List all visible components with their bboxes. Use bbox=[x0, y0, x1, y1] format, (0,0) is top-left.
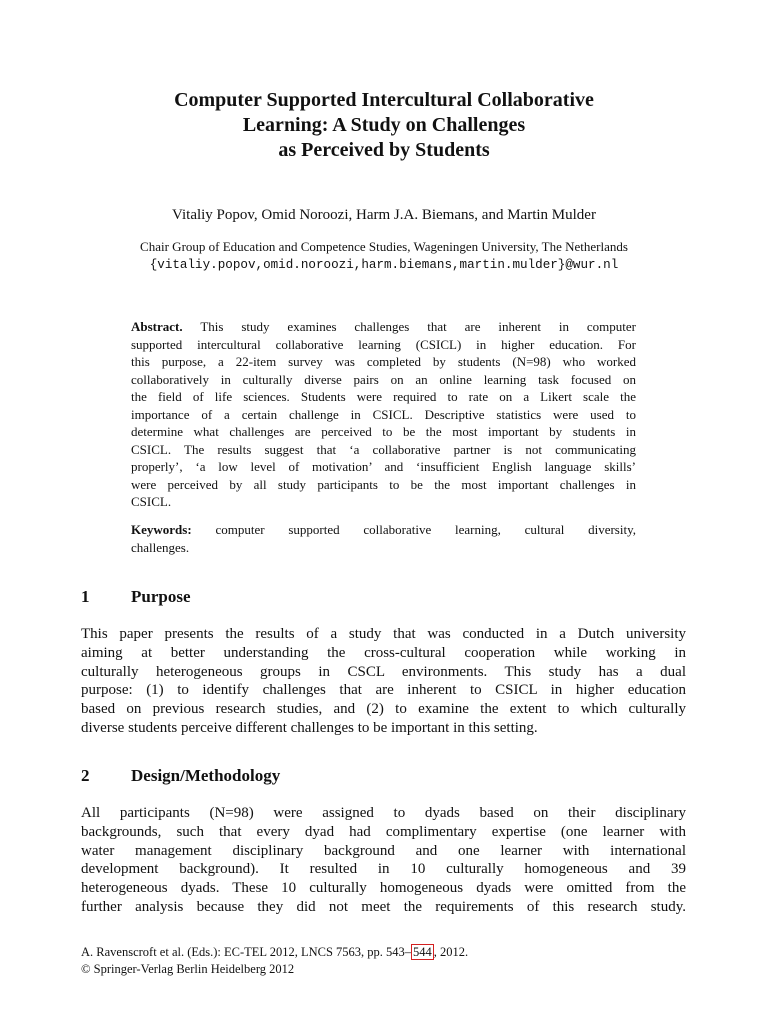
paragraph-line: This paper presents the results of a study that was conducted in a Dutch university bbox=[81, 626, 686, 642]
citation-line: A. Ravenscroft et al. (Eds.): EC-TEL 2012, LNCS 7563, pp. 543– 544 , 2012. bbox=[81, 945, 469, 959]
title-line-3: as Perceived by Students bbox=[278, 139, 490, 161]
title-line-1: Computer Supported Intercultural Collaborative bbox=[174, 89, 594, 111]
section-title: Design/Methodology bbox=[131, 766, 281, 785]
paragraph-line: water management disciplinary background and one learner with international bbox=[81, 842, 686, 859]
paragraph-line: heterogeneous dyads. These 10 culturally homogeneous dyads were omitted from the bbox=[81, 880, 686, 897]
page-footer bbox=[81, 944, 468, 978]
paragraph-line: diverse students perceive different challenges to be important in this setting. bbox=[81, 719, 538, 736]
abstract-line: the field of life sciences. Students were required to rate on a Likert scale the bbox=[131, 389, 636, 404]
author-list: Vitaliy Popov, Omid Noroozi, Harm J.A. Biemans, and Martin Mulder bbox=[172, 207, 596, 223]
abstract-line: importance of a certain challenge in CSICL. Descriptive statistics were used to bbox=[131, 406, 636, 422]
abstract-label: Abstract. bbox=[131, 319, 183, 334]
paper-title bbox=[0, 88, 768, 163]
section-number: 1 bbox=[81, 587, 90, 606]
keywords bbox=[131, 521, 636, 556]
paragraph-line: culturally heterogeneous groups in CSCL environments. This study has a dual bbox=[81, 663, 686, 680]
abstract-line: supported intercultural collaborative learning (CSICL) in higher education. For bbox=[131, 336, 636, 352]
keywords-text: computer supported collaborative learning, cultural diversity, bbox=[215, 522, 636, 537]
copyright-line: © Springer-Verlag Berlin Heidelberg 2012 bbox=[81, 962, 295, 976]
methodology-paragraph bbox=[81, 804, 686, 917]
section-heading-design-methodology bbox=[81, 765, 280, 787]
abstract-line: properly’, ‘a low level of motivation’ and ‘insufficient English language skills’ bbox=[131, 459, 636, 474]
paragraph-line: aiming at better understanding the cross-cultural cooperation while working in bbox=[81, 644, 686, 661]
paragraph-line: All participants (N=98) were assigned to dyads based on their disciplinary bbox=[81, 805, 686, 821]
abstract-line: Abstract. This study examines challenges that are inherent in computer bbox=[131, 319, 637, 334]
section-title: Purpose bbox=[131, 587, 191, 606]
paragraph-line: development background). It resulted in 10 culturally homogeneous and 39 bbox=[81, 861, 686, 878]
title-line-2: Learning: A Study on Challenges bbox=[242, 114, 526, 136]
section-number: 2 bbox=[81, 766, 90, 785]
abstract-line: were perceived by all study participants to be the most important challenges in bbox=[131, 476, 636, 492]
abstract-line: this purpose, a 22-item survey was completed by students (N=98) who worked bbox=[131, 354, 636, 369]
section-heading-purpose bbox=[81, 586, 191, 608]
author-emails: {vitaliy.popov,omid.noroozi,harm.biemans,martin.mulder}@wur.nl bbox=[149, 258, 619, 272]
abstract-line: CSICL. The results suggest that ‘a collaborative partner is not communicating bbox=[131, 441, 636, 457]
keywords-text-cont: challenges. bbox=[131, 539, 190, 555]
paragraph-line: based on previous research studies, and (2) to examine the extent to which culturally bbox=[81, 701, 686, 718]
paragraph-line: further analysis because they did not meet the requirements of this research study. bbox=[81, 898, 686, 915]
highlighted-page-number: 544 bbox=[413, 945, 432, 959]
affiliation: Chair Group of Education and Competence Studies, Wageningen University, The Netherlands bbox=[140, 239, 628, 254]
paragraph-line: purpose: (1) to identify challenges that are inherent to CSICL in higher education bbox=[81, 682, 686, 699]
keywords-label: Keywords: bbox=[131, 522, 192, 537]
paragraph-line: backgrounds, such that every dyad had complimentary expertise (one learner with bbox=[81, 823, 686, 840]
abstract-line: CSICL. bbox=[131, 494, 172, 509]
abstract-line: determine what challenges are perceived to be the most important by students in bbox=[131, 424, 636, 439]
purpose-paragraph bbox=[81, 625, 686, 738]
abstract-line: collaboratively in culturally diverse pairs on an online learning task focused on bbox=[131, 371, 636, 387]
